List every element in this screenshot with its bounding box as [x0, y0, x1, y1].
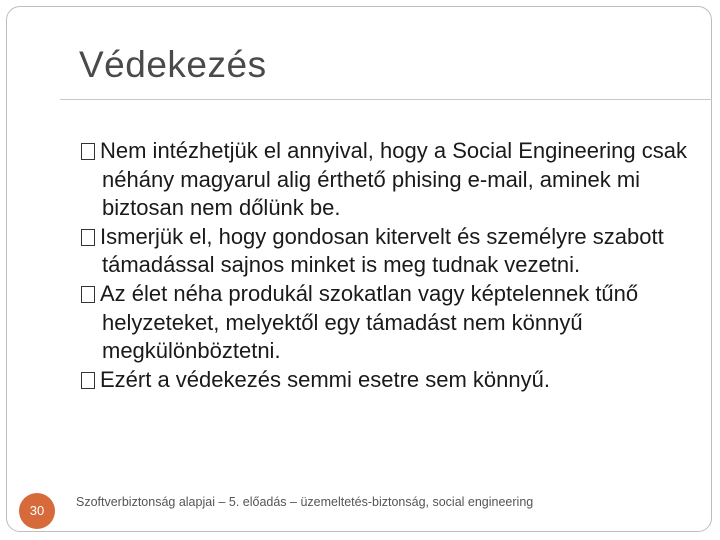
- square-bullet-icon: [81, 372, 95, 389]
- bullet-text: Az élet néha produkál szokatlan vagy képtelennek tűnő helyzeteket, melyektől egy támadást nem könnyű megkülönböztetni.: [100, 280, 639, 364]
- bullet-text: Nem intézhetjük el annyival, hogy a Social Engineering csak néhány magyarul alig érthető phising e-mail, aminek mi biztosan nem dőlünk be.: [100, 138, 687, 221]
- slide-title: Védekezés: [79, 44, 267, 85]
- bullet-text: Ezért a védekezés semmi esetre sem könnyű.: [100, 366, 550, 392]
- title-divider: [60, 99, 712, 100]
- square-bullet-icon: [81, 143, 95, 160]
- bullet-item: [81, 223, 701, 280]
- footer-text: Szoftverbiztonság alapjai – 5. előadás – üzemeltetés-biztonság, social engineering: [76, 495, 534, 509]
- bullet-item: [81, 137, 701, 223]
- page-number-badge: 30: [19, 493, 55, 529]
- bullet-item: [81, 366, 701, 395]
- square-bullet-icon: [81, 286, 95, 303]
- bullet-text: Ismerjük el, hogy gondosan kitervelt és személyre szabott támadással sajnos minket is meg tudnak vezetni.: [100, 223, 664, 278]
- bullet-item: [81, 280, 701, 366]
- bullet-list: [81, 137, 701, 394]
- square-bullet-icon: [81, 229, 95, 246]
